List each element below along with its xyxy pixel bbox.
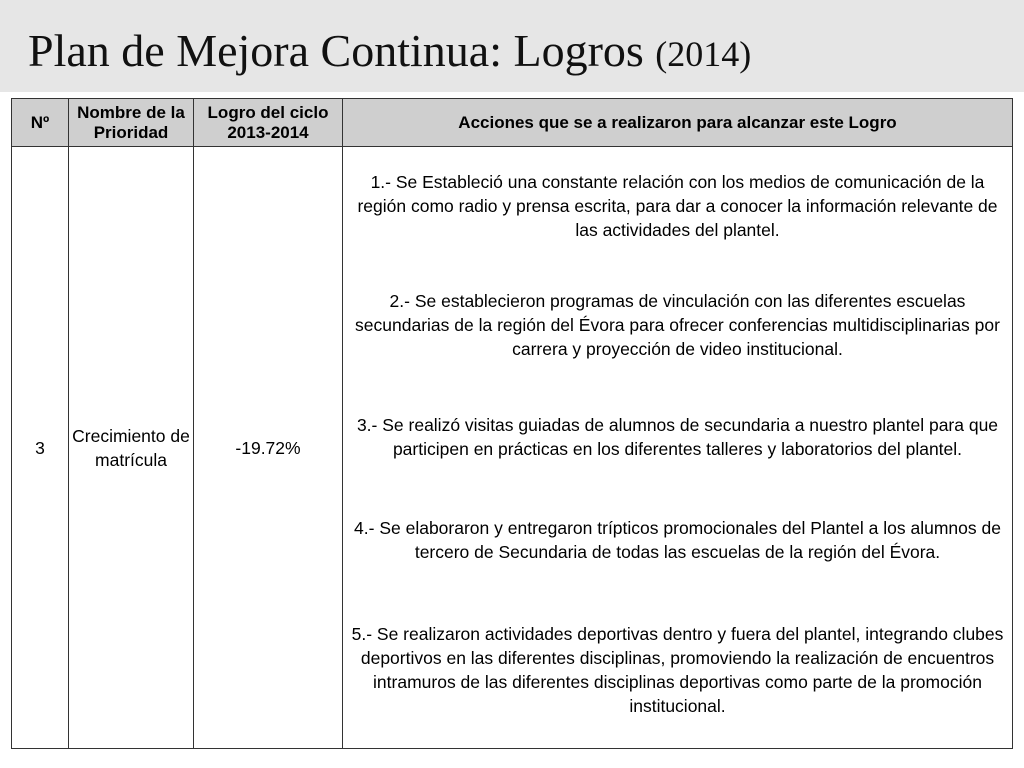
action-item-4: 4.- Se elaboraron y entregaron trípticos promocionales del Plantel a los alumnos de tercero de Secundaria de todas las escuelas de la región del Évora. [343,488,1012,591]
table-header-row [12,99,1013,147]
column-header-number: Nº [12,99,69,147]
table-row [12,147,1013,749]
column-header-actions: Acciones que se a realizaron para alcanzar este Logro [343,99,1013,147]
action-item-1: 1.- Se Estableció una constante relación con los medios de comunicación de la región como radio y prensa escrita, para dar a conocer la información relevante de las actividades del plantel. [357,171,998,240]
row-number: 3 [12,147,69,749]
row-actions [343,147,1013,749]
slide-title [28,25,752,76]
slide-title-year: (2014) [655,34,752,74]
action-item-5: 5.- Se realizaron actividades deportivas dentro y fuera del plantel, integrando clubes deportivos en las diferentes disciplinas, promoviendo la realización de encuentros intramuros de las diferentes disciplinas deportivas como parte de la promoción institucional. [343,591,1012,748]
actions-list [343,147,1012,748]
row-priority: Crecimiento de matrícula [69,147,194,749]
column-header-priority: Nombre de la Prioridad [69,99,194,147]
row-achievement: -19.72% [194,147,343,749]
action-item-2: 2.- Se establecieron programas de vinculación con las diferentes escuelas secundarias de la región del Évora para ofrecer conferencias multidisciplinarias por carrera y proyección de video institucional. [343,264,1012,384]
achievements-table [11,98,1013,749]
column-header-achievement: Logro del ciclo 2013-2014 [194,99,343,147]
action-item-3: 3.- Se realizó visitas guiadas de alumnos de secundaria a nuestro plantel para que participen en prácticas en los diferentes talleres y laboratorios del plantel. [343,384,1012,488]
slide-title-text: Plan de Mejora Continua: Logros [28,25,644,76]
